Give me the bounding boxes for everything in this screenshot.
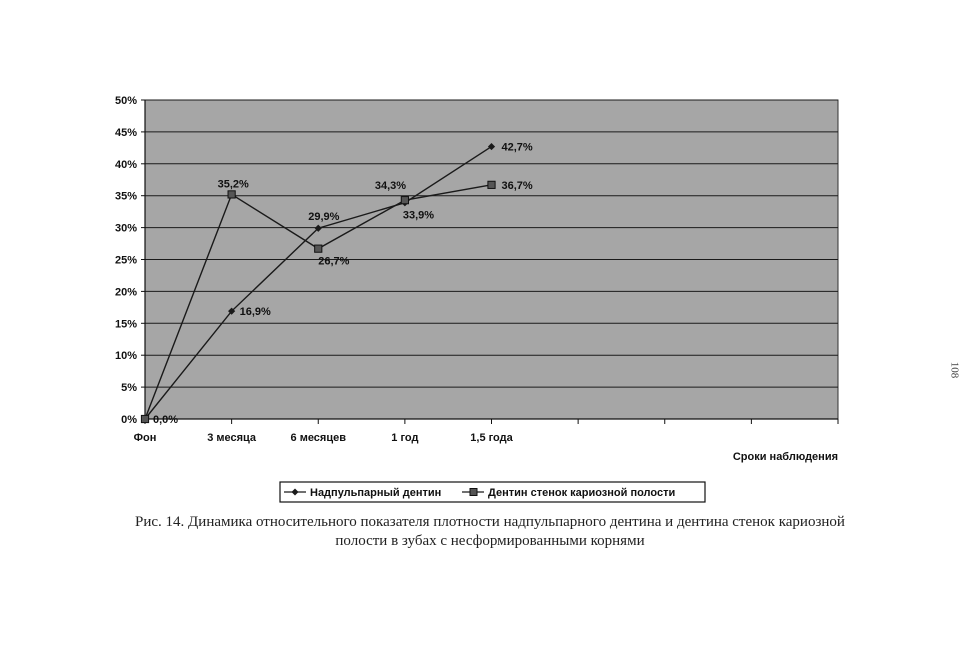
data-label: 29,9% xyxy=(308,211,340,224)
y-tick-label: 40% xyxy=(114,158,137,171)
caption-line-2: полости в зубах с несформированными корнями xyxy=(335,533,645,549)
data-label: 36,7% xyxy=(501,179,533,192)
legend-square-icon xyxy=(470,489,477,496)
y-tick-label: 5% xyxy=(121,382,137,395)
figure-caption xyxy=(60,513,920,551)
legend-item-2: Дентин стенок кариозной полости xyxy=(488,487,676,499)
y-tick-label: 25% xyxy=(114,254,137,267)
x-tick-label: Фон xyxy=(133,432,157,444)
x-axis-title: Сроки наблюдения xyxy=(732,451,838,463)
data-point-square xyxy=(401,197,408,204)
data-point-square xyxy=(141,415,148,422)
y-tick-label: 20% xyxy=(114,286,137,299)
y-tick-label: 10% xyxy=(114,350,137,363)
x-axis xyxy=(134,419,838,444)
y-tick-label: 35% xyxy=(114,190,137,203)
y-tick-label: 45% xyxy=(114,126,137,139)
data-label: 26,7% xyxy=(318,255,350,268)
y-tick-label: 30% xyxy=(114,222,137,235)
y-tick-label: 50% xyxy=(114,95,137,107)
x-tick-label: 3 месяца xyxy=(207,432,257,444)
legend xyxy=(280,482,705,502)
data-label: 34,3% xyxy=(374,180,407,193)
data-label: 35,2% xyxy=(217,178,249,191)
data-label: 33,9% xyxy=(402,209,435,222)
data-point-square xyxy=(488,181,495,188)
y-tick-label: 0% xyxy=(121,414,137,426)
data-label: 0,0% xyxy=(153,414,179,426)
x-tick-label: 1 год xyxy=(391,432,419,444)
y-tick-label: 15% xyxy=(114,318,137,331)
legend-item-1: Надпульпарный дентин xyxy=(310,487,442,499)
data-label: 16,9% xyxy=(239,306,271,319)
data-point-square xyxy=(315,245,322,252)
page-number: 108 xyxy=(948,361,961,379)
y-axis xyxy=(115,95,145,426)
x-tick-label: 6 месяцев xyxy=(290,432,346,444)
x-tick-label: 1,5 года xyxy=(470,432,513,444)
data-label: 42,7% xyxy=(501,141,533,154)
caption-line-1: Рис. 14. Динамика относительного показателя плотности надпульпарного дентина и дентина стенок кариозной xyxy=(135,514,845,530)
data-point-square xyxy=(228,191,235,198)
